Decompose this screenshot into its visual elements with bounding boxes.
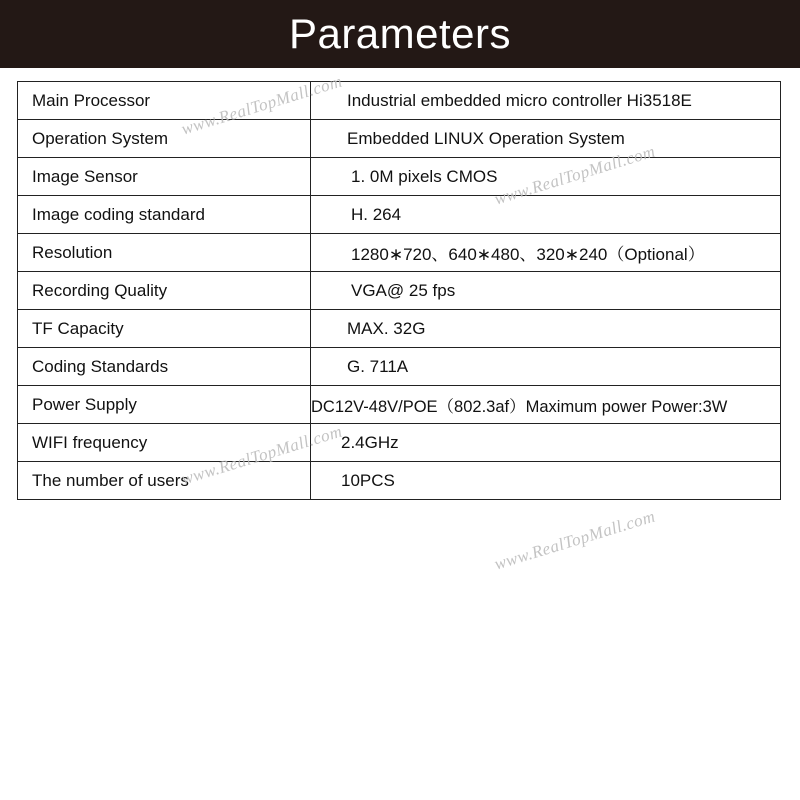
- table-row: [18, 348, 781, 386]
- row-value: 2.4GHz: [311, 424, 781, 462]
- table-row: [18, 82, 781, 120]
- row-value: Industrial embedded micro controller Hi3518E: [311, 82, 781, 120]
- table-row: [18, 424, 781, 462]
- row-value: H. 264: [311, 196, 781, 234]
- row-value: G. 711A: [311, 348, 781, 386]
- row-label: Resolution: [18, 234, 311, 272]
- watermark: www.RealTopMall.com: [179, 421, 345, 489]
- row-label: Coding Standards: [18, 348, 311, 386]
- page-title: Parameters: [288, 10, 512, 57]
- watermark: www.RealTopMall.com: [179, 71, 345, 139]
- table-row: [18, 310, 781, 348]
- row-value: 1280∗720、640∗480、320∗240（Optional）: [311, 234, 781, 272]
- table-row: [18, 386, 781, 424]
- table-row: [18, 196, 781, 234]
- row-label: TF Capacity: [18, 310, 311, 348]
- table-row: [18, 120, 781, 158]
- parameters-table: [17, 81, 781, 500]
- row-value: MAX. 32G: [311, 310, 781, 348]
- row-value: Embedded LINUX Operation System: [311, 120, 781, 158]
- row-label: Image coding standard: [18, 196, 311, 234]
- row-label: Main Processor: [18, 82, 311, 120]
- header-banner: [0, 0, 800, 68]
- watermark: www.RealTopMall.com: [492, 506, 658, 574]
- row-label: Operation System: [18, 120, 311, 158]
- watermark: www.RealTopMall.com: [492, 141, 658, 209]
- row-label: The number of users: [18, 462, 311, 500]
- row-label: WIFI frequency: [18, 424, 311, 462]
- table-row: [18, 462, 781, 500]
- row-value: VGA@ 25 fps: [311, 272, 781, 310]
- row-value: 10PCS: [311, 462, 781, 500]
- row-label: Image Sensor: [18, 158, 311, 196]
- row-label: Power Supply: [18, 386, 311, 424]
- table-row: [18, 158, 781, 196]
- table-row: [18, 234, 781, 272]
- row-label: Recording Quality: [18, 272, 311, 310]
- row-value: DC12V-48V/POE（802.3af）Maximum power Power:3W: [311, 386, 781, 424]
- table-row: [18, 272, 781, 310]
- row-value: 1. 0M pixels CMOS: [311, 158, 781, 196]
